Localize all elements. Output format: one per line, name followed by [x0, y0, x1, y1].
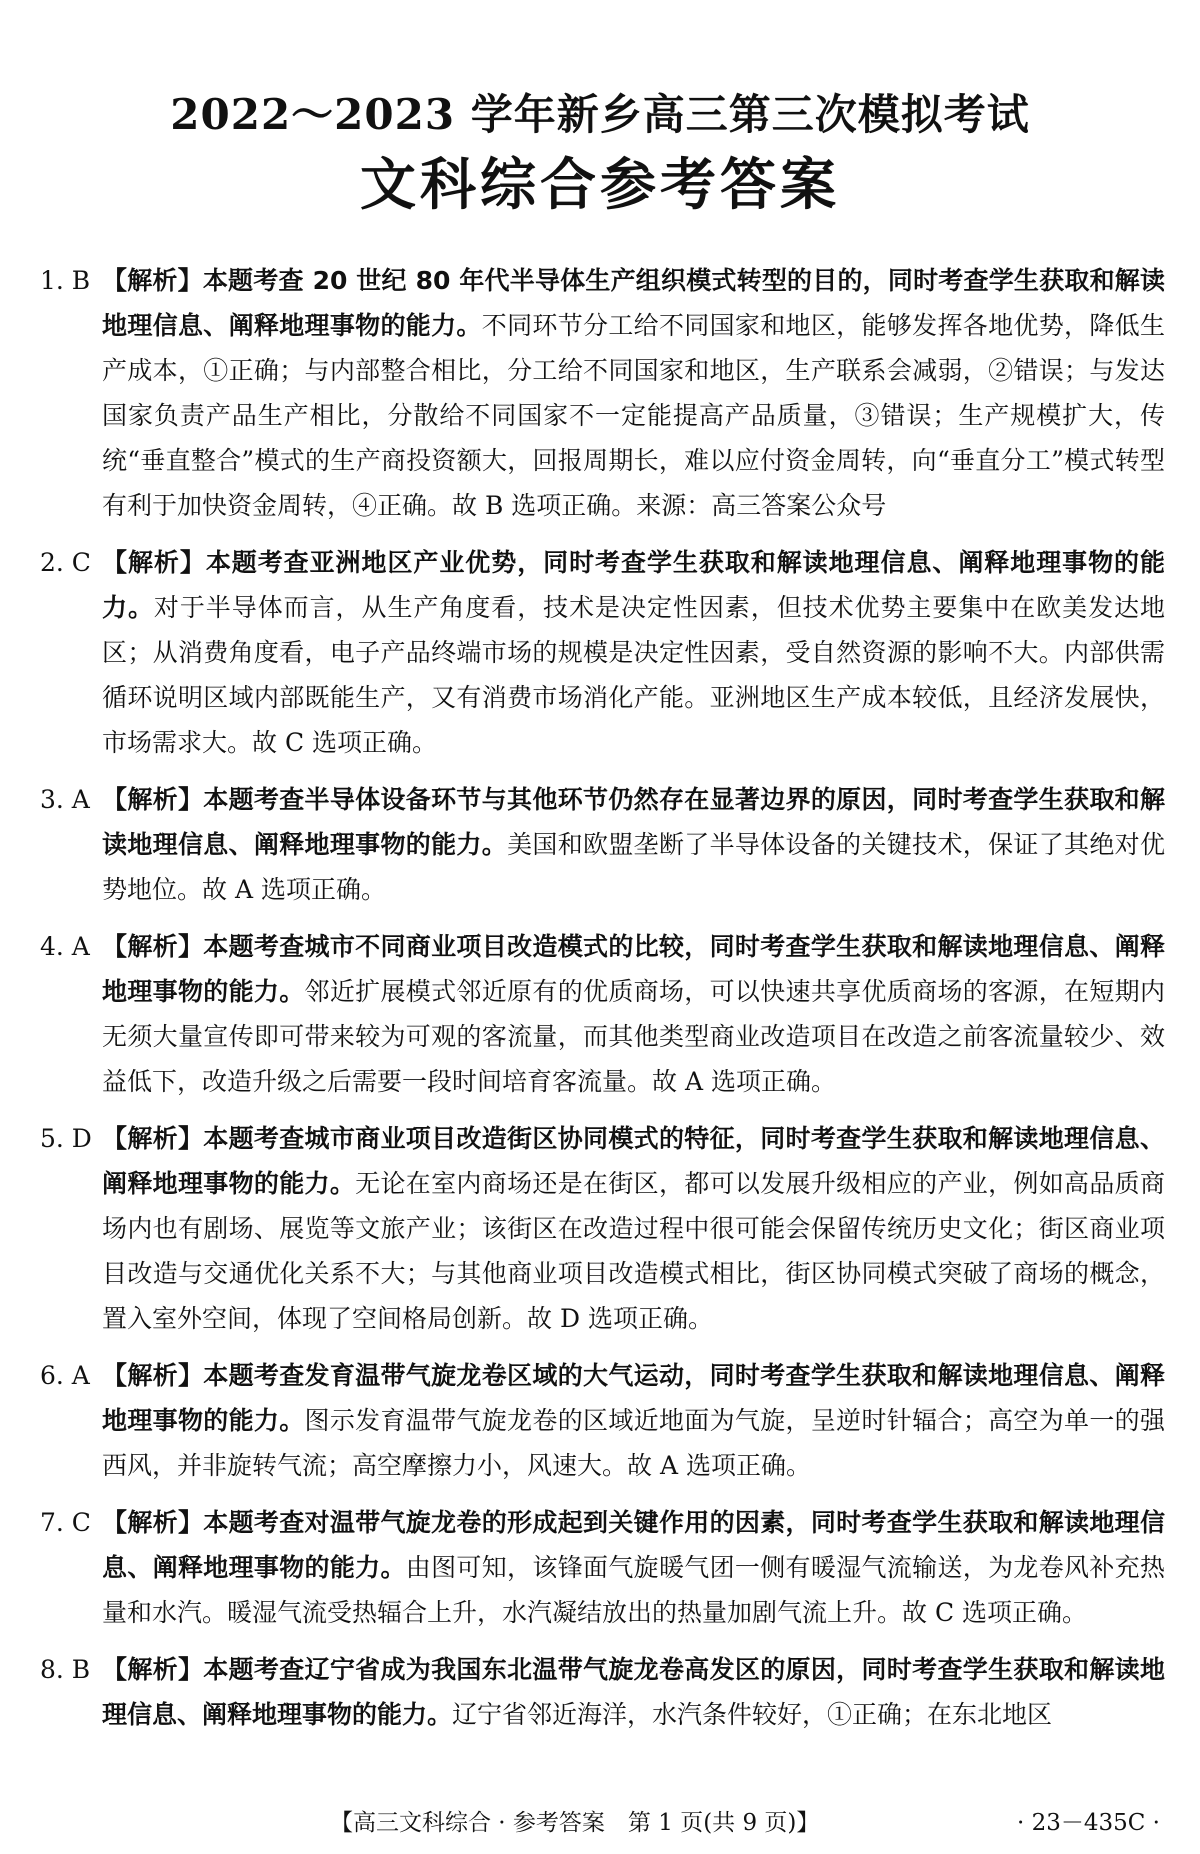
question-number: 6. A [40, 1361, 90, 1390]
analysis-tag: 【解析】 [102, 266, 203, 295]
question-number: 3. A [40, 785, 90, 814]
answer-item-8 [40, 1647, 1165, 1737]
analysis-lead: 本题考查城市不同商业项目改造模式的比较，同时考查学生获取和解读地理信息、阐释地理事物的能力。 [102, 932, 1165, 1006]
analysis-tag: 【解析】 [102, 1655, 204, 1684]
analysis-lead: 本题考查半导体设备环节与其他环节仍然存在显著边界的原因，同时考查学生获取和解读地理信息、阐释地理事物的能力。 [102, 785, 1165, 859]
question-number: 7. C [40, 1508, 91, 1537]
page-header [0, 0, 1200, 222]
analysis-tag: 【解析】 [102, 1508, 204, 1537]
analysis-text: 辽宁省邻近海洋，水汽条件较好，①正确；在东北地区 [452, 1700, 1053, 1729]
answer-item-3 [40, 777, 1165, 912]
analysis-text: 美国和欧盟垄断了半导体设备的关键技术，保证了其绝对优势地位。故 A 选项正确。 [102, 830, 1165, 904]
analysis-tag: 【解析】 [102, 1124, 204, 1153]
answers-list [40, 258, 1165, 1749]
analysis-lead: 本题考查对温带气旋龙卷的形成起到关键作用的因素，同时考查学生获取和解读地理信息、阐释地理事物的能力。 [102, 1508, 1165, 1582]
analysis-tag: 【解析】 [102, 785, 204, 814]
analysis-lead: 本题考查 20 世纪 80 年代半导体生产组织模式转型的目的，同时考查学生获取和解读地理信息、阐释地理事物的能力。 [102, 266, 1165, 340]
analysis-lead: 本题考查发育温带气旋龙卷区域的大气运动，同时考查学生获取和解读地理信息、阐释地理事物的能力。 [102, 1361, 1165, 1435]
question-number: 8. B [40, 1655, 91, 1684]
question-number: 5. D [40, 1124, 92, 1153]
footer-page-info: 【高三文科综合 · 参考答案 第 1 页(共 9 页)】 [330, 1810, 820, 1836]
answer-item-7 [40, 1500, 1165, 1635]
answer-title: 文科综合参考答案 [360, 153, 840, 218]
answer-item-5 [40, 1116, 1165, 1341]
exam-title: 2022～2023 学年新乡高三第三次模拟考试 [170, 90, 1030, 139]
analysis-tag: 【解析】 [102, 932, 204, 961]
page-footer [0, 1806, 1200, 1840]
question-number: 4. A [40, 932, 90, 961]
question-number: 2. C [40, 548, 91, 577]
analysis-tag: 【解析】 [102, 1361, 204, 1390]
footer-code: · 23－435C · [1016, 1810, 1160, 1836]
analysis-lead: 本题考查辽宁省成为我国东北温带气旋龙卷高发区的原因，同时考查学生获取和解读地理信息、阐释地理事物的能力。 [102, 1655, 1165, 1729]
answer-item-4 [40, 924, 1165, 1104]
answer-item-1 [40, 258, 1165, 528]
analysis-text: 无论在室内商场还是在街区，都可以发展升级相应的产业，例如高品质商场内也有剧场、展览等文旅产业；该街区在改造过程中很可能会保留传统历史文化；街区商业项目改造与交通优化关系不大；与其他商业项目改造模式相比，街区协同模式突破了商场的概念，置入室外空间，体现了空间格局创新。故 D 选项正确。 [102, 1169, 1165, 1333]
analysis-lead: 本题考查城市商业项目改造街区协同模式的特征，同时考查学生获取和解读地理信息、阐释地理事物的能力。 [102, 1124, 1165, 1198]
answer-item-6 [40, 1353, 1165, 1488]
analysis-text: 图示发育温带气旋龙卷的区域近地面为气旋，呈逆时针辐合；高空为单一的强西风，并非旋转气流；高空摩擦力小，风速大。故 A 选项正确。 [102, 1406, 1165, 1480]
analysis-text: 邻近扩展模式邻近原有的优质商场，可以快速共享优质商场的客源，在短期内无须大量宣传即可带来较为可观的客流量，而其他类型商业改造项目在改造之前客流量较少、效益低下，改造升级之后需要一段时间培育客流量。故 A 选项正确。 [102, 977, 1165, 1096]
analysis-tag: 【解析】 [102, 548, 206, 577]
analysis-lead: 本题考查亚洲地区产业优势，同时考查学生获取和解读地理信息、阐释地理事物的能力。 [102, 548, 1165, 622]
analysis-text: 由图可知，该锋面气旋暖气团一侧有暖湿气流输送，为龙卷风补充热量和水汽。暖湿气流受热辐合上升，水汽凝结放出的热量加剧气流上升。故 C 选项正确。 [102, 1553, 1165, 1627]
analysis-text: 不同环节分工给不同国家和地区，能够发挥各地优势，降低生产成本，①正确；与内部整合相比，分工给不同国家和地区，生产联系会减弱，②错误；与发达国家负责产品生产相比，分散给不同国家不一定能提高产品质量，③错误；生产规模扩大，传统“垂直整合”模式的生产商投资额大，回报周期长，难以应付资金周转，向“垂直分工”模式转型有利于加快资金周转，④正确。故 B 选项正确。来源：高三答案公众号 [102, 311, 1165, 520]
question-number: 1. B [40, 266, 91, 295]
answer-item-2 [40, 540, 1165, 765]
analysis-text: 对于半导体而言，从生产角度看，技术是决定性因素，但技术优势主要集中在欧美发达地区；从消费角度看，电子产品终端市场的规模是决定性因素，受自然资源的影响不大。内部供需循环说明区域内部既能生产，又有消费市场消化产能。亚洲地区生产成本较低，且经济发展快，市场需求大。故 C 选项正确。 [102, 593, 1165, 757]
